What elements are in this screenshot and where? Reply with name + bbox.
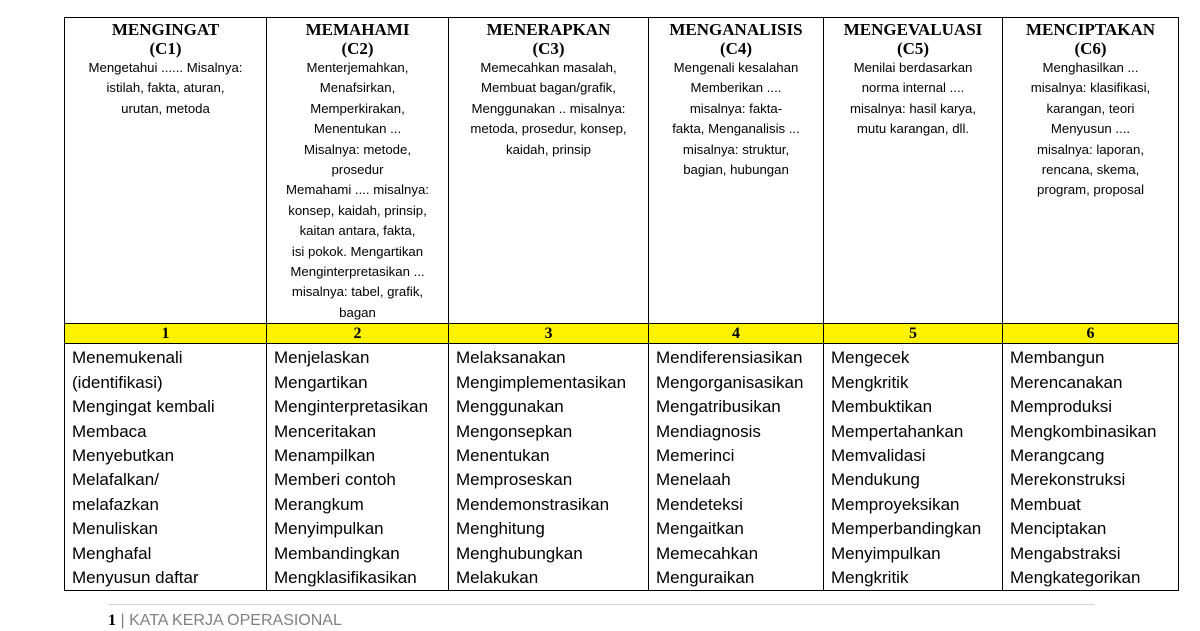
level-description-line: Memahami .... misalnya: (286, 182, 429, 198)
verb-item: Mengartikan (274, 372, 368, 392)
level-description-line: Menilai berdasarkan (853, 60, 973, 75)
level-description-line: kaidah, prinsip (505, 141, 592, 157)
verb-item: Memproyeksikan (831, 494, 960, 514)
level-description-line: norma internal .... (861, 80, 965, 96)
verb-item: Menampilkan (274, 445, 376, 465)
verb-item: Mendemonstrasikan (456, 494, 610, 514)
level-description-line: Menggunakan .. misalnya: (471, 100, 626, 116)
verb-item: Menginterpretasikan (274, 397, 429, 417)
verb-item: Mengimplementasikan (456, 372, 627, 392)
verb-item: Memvalidasi (831, 445, 926, 465)
level-description-line: mutu karangan, dll. (856, 121, 970, 137)
verb-item: Menyebutkan (72, 445, 175, 465)
level-description-line: Memecahkan masalah, (480, 60, 617, 75)
verb-item: Menyusun daftar (72, 567, 199, 587)
level-header-cell (65, 18, 267, 324)
verb-item: Mengkritik (831, 567, 909, 587)
verb-item: Menghafal (72, 543, 152, 563)
verb-item: Mendukung (831, 470, 920, 490)
page-footer (108, 611, 342, 631)
verb-item: Menyimpulkan (831, 543, 941, 563)
verb-item: Mengecek (831, 348, 910, 368)
kata-kerja-operasional-table (64, 17, 1179, 591)
verb-list-cell (449, 344, 649, 591)
verb-item: Membaca (72, 421, 147, 441)
level-title: MENGINGAT (111, 20, 220, 39)
verb-item: Mengkategorikan (1010, 567, 1141, 587)
level-number: 3 (449, 324, 649, 344)
level-description-line: Menginterpretasikan ... (290, 264, 425, 280)
level-description-line: konsep, kaidah, prinsip, (288, 202, 427, 218)
level-description-line: misalnya: fakta- (689, 100, 783, 116)
verb-list-cell (267, 344, 449, 591)
level-description-line: istilah, fakta, aturan, (106, 80, 225, 96)
level-description-line: program, proposal (1036, 182, 1145, 198)
verb-item: Menghitung (456, 519, 545, 539)
level-description-line: Menghasilkan ... (1042, 60, 1139, 75)
level-title: MENCIPTAKAN (1025, 20, 1156, 39)
level-description-line: fakta, Menganalisis ... (672, 121, 800, 137)
verb-item: Memproduksi (1010, 397, 1113, 417)
footer-label: KATA KERJA OPERASIONAL (129, 612, 342, 629)
level-description-line: Memberikan .... (690, 80, 782, 96)
level-header-cell (1003, 18, 1179, 324)
level-description-line: bagian, hubungan (683, 162, 789, 178)
level-code: (C2) (341, 39, 374, 58)
verb-item: Menuliskan (72, 519, 158, 539)
verb-item: Merekonstruksi (1010, 470, 1126, 490)
level-code: (C5) (896, 39, 930, 58)
level-description-line: prosedur (331, 162, 384, 178)
level-description-line: karangan, teori (1046, 100, 1135, 116)
verb-item: Mengkombinasikan (1010, 421, 1157, 441)
level-description-line: misalnya: tabel, grafik, (291, 284, 424, 300)
verb-item: Melaksanakan (456, 348, 566, 368)
verb-item: Mengklasifikasikan (274, 567, 417, 587)
level-number: 5 (824, 324, 1003, 344)
verb-item: Mengonsepkan (456, 421, 573, 441)
verb-item: Menguraikan (656, 567, 755, 587)
level-number: 4 (649, 324, 824, 344)
verb-item: Memberi contoh (274, 470, 396, 490)
verb-item: Merangkum (274, 494, 364, 514)
verb-item: Mengatribusikan (656, 397, 781, 417)
level-description-line: Mengenali kesalahan (673, 60, 799, 75)
level-title: MEMAHAMI (305, 20, 410, 39)
verb-item: Menelaah (656, 470, 731, 490)
verb-list-cell (1003, 344, 1179, 591)
level-number: 2 (267, 324, 449, 344)
verb-item: Menyimpulkan (274, 519, 384, 539)
verb-item: Mengkritik (831, 372, 909, 392)
verb-list-cell (649, 344, 824, 591)
verb-item: Mengorganisasikan (656, 372, 804, 392)
verb-list-cell (65, 344, 267, 591)
verb-item: Memproseskan (456, 470, 573, 490)
verb-item: Melakukan (456, 567, 539, 587)
verb-item: Membandingkan (274, 543, 400, 563)
level-description-line: Memperkirakan, (310, 100, 405, 116)
level-code: (C3) (532, 39, 565, 58)
footer-divider (108, 604, 1094, 605)
level-number: 6 (1003, 324, 1179, 344)
level-description-line: Mengetahui ...... Misalnya: (88, 60, 243, 75)
level-number: 1 (65, 324, 267, 344)
verb-item: Memecahkan (656, 543, 759, 563)
verb-item: Menemukenali (72, 348, 183, 368)
verb-item: Mengabstraksi (1010, 543, 1121, 563)
level-header-cell (267, 18, 449, 324)
page-number: 1 (108, 612, 116, 629)
verb-list-cell (824, 344, 1003, 591)
level-title: MENGEVALUASI (843, 20, 983, 39)
level-description-line: Menafsirkan, (319, 80, 396, 96)
level-description-line: misalnya: klasifikasi, (1030, 80, 1151, 96)
verb-item: Mendiagnosis (656, 421, 761, 441)
level-title: MENGANALISIS (669, 20, 803, 39)
level-description-line: metoda, prosedur, konsep, (470, 121, 627, 137)
footer-separator: | (120, 612, 125, 629)
verb-item: Menceritakan (274, 421, 377, 441)
verb-item: Memerinci (656, 445, 735, 465)
verbs-row (65, 344, 1179, 591)
level-header-cell (449, 18, 649, 324)
verb-item: Menentukan (456, 445, 550, 465)
verb-item: Menggunakan (456, 397, 564, 417)
level-description-line: misalnya: laporan, (1036, 141, 1145, 157)
level-header-cell (824, 18, 1003, 324)
verb-item: (identifikasi) (72, 372, 163, 392)
level-title: MENERAPKAN (486, 20, 611, 39)
level-description-line: Membuat bagan/grafik, (481, 80, 616, 96)
verb-item: Menciptakan (1010, 519, 1107, 539)
verb-item: Mendeteksi (656, 494, 743, 514)
level-description-line: isi pokok. Mengartikan (291, 243, 424, 259)
level-header-row (65, 18, 1179, 324)
verb-item: Mengaitkan (656, 519, 744, 539)
level-number-row (65, 324, 1179, 344)
level-description-line: Misalnya: metode, (303, 141, 411, 157)
verb-item: melafazkan (72, 494, 159, 514)
level-description-line: bagan (339, 304, 376, 320)
verb-item: Menjelaskan (274, 348, 370, 368)
verb-item: Merangcang (1010, 445, 1105, 465)
level-description-line: misalnya: hasil karya, (849, 100, 977, 116)
level-description-line: urutan, metoda (121, 100, 210, 116)
level-code: (C1) (149, 39, 182, 58)
verb-item: Membangun (1010, 348, 1105, 368)
verb-item: Menghubungkan (456, 543, 583, 563)
level-description-line: Menentukan ... (313, 121, 402, 137)
level-description-line: rencana, skema, (1041, 162, 1140, 178)
level-code: (C4) (719, 39, 753, 58)
level-code: (C6) (1074, 39, 1107, 58)
verb-item: Mempertahankan (831, 421, 964, 441)
verb-item: Membuktikan (831, 397, 933, 417)
level-header-cell (649, 18, 824, 324)
level-description-line: misalnya: struktur, (682, 141, 790, 157)
verb-item: Memperbandingkan (831, 519, 982, 539)
verb-item: Membuat (1010, 494, 1081, 514)
level-description-line: Menterjemahkan, (306, 60, 409, 75)
verb-item: Merencanakan (1010, 372, 1123, 392)
level-description-line: kaitan antara, fakta, (299, 223, 416, 239)
level-description-line: Menyusun .... (1050, 121, 1131, 137)
verb-item: Melafalkan/ (72, 470, 159, 490)
verb-item: Mengingat kembali (72, 397, 215, 417)
verb-item: Mendiferensiasikan (656, 348, 803, 368)
